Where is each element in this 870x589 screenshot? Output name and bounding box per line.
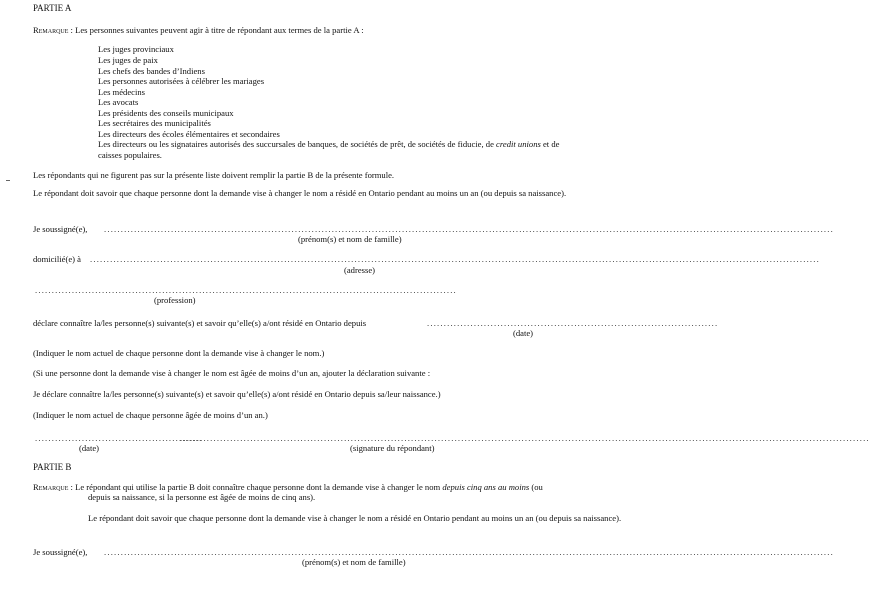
address-field[interactable]: .......................................................................................................................................................................................................................... — [90, 254, 820, 264]
partie-a-title: PARTIE A — [33, 3, 72, 13]
si-une-personne: (Si une personne dont la demande vise à changer le nom est âgée de moins d’un an, ajouter la déclaration suivante : — [33, 368, 431, 378]
list-item-last: Les directeurs ou les signataires autorisés des succursales de banques, de sociétés de prêt, de sociétés de fiducie, de credit unions et de — [98, 139, 560, 149]
signature-field[interactable]: .............................................................................................................................................................................................................. — [180, 433, 870, 443]
soussigne-label-b: Je soussigné(e), — [33, 547, 88, 557]
list-item: Les présidents des conseils municipaux — [98, 108, 234, 118]
name-caption: (prénom(s) et nom de famille) — [298, 234, 402, 244]
indiquer-nom-1: (Indiquer le nom actuel de chaque personne dont la demande vise à changer le nom.) — [33, 348, 325, 358]
date-caption: (date) — [513, 328, 534, 338]
partie-b-remarque-line2: depuis sa naissance, si la personne est âgée de moins de cinq ans). — [88, 492, 316, 502]
declare-text: déclare connaître la/les personne(s) suivante(s) et savoir qu’elle(s) a/ont résidé en Ontario depuis — [33, 318, 367, 328]
name-field-b[interactable]: .......................................................................................................................................................................................................................... — [104, 547, 834, 557]
profession-field[interactable]: .............................................................................................................................. — [35, 285, 457, 295]
list-item: Les chefs des bandes d’Indiens — [98, 66, 205, 76]
remarque-label: Remarque — [33, 25, 69, 35]
remarque-text: : Les personnes suivantes peuvent agir à titre de répondant aux termes de la partie A : — [68, 25, 364, 35]
date-field-2[interactable]: .................................................. — [35, 433, 203, 443]
list-item: Les directeurs des écoles élémentaires et secondaires — [98, 129, 280, 139]
list-item: Les secrétaires des municipalités — [98, 118, 211, 128]
indiquer-nom-2: (Indiquer le nom actuel de chaque personne âgée de moins d’un an.) — [33, 410, 268, 420]
partie-b-paragraph: Le répondant doit savoir que chaque personne dont la demande vise à changer le nom a résidé en Ontario pendant au moins un an (ou depuis sa naissance). — [88, 513, 622, 523]
remarque-label-b: Remarque — [33, 482, 69, 492]
margin-mark — [6, 180, 10, 181]
list-item-last-line2: caisses populaires. — [98, 150, 162, 160]
je-declare: Je déclare connaître la/les personne(s) suivante(s) et savoir qu’elle(s) a/ont résidé en Ontario depuis sa/leur naissance.) — [33, 389, 441, 399]
paragraph-residence: Le répondant doit savoir que chaque personne dont la demande vise à changer le nom a résidé en Ontario pendant au moins un an (ou depuis sa naissance). — [33, 188, 567, 198]
partie-a-remarque — [33, 25, 364, 35]
date-field[interactable]: ....................................................................................... — [427, 318, 719, 328]
partie-b-title: PARTIE B — [33, 462, 72, 472]
address-caption: (adresse) — [344, 265, 376, 275]
signature-caption: (signature du répondant) — [350, 443, 435, 453]
partie-b-remarque: Remarque : Le répondant qui utilise la partie B doit connaître chaque personne dont la demande vise à changer le nom depuis cinq ans au moins (ou — [33, 482, 543, 492]
list-item: Les juges de paix — [98, 55, 158, 65]
paragraph-non-listed: Les répondants qui ne figurent pas sur la présente liste doivent remplir la partie B de la présente formule. — [33, 170, 395, 180]
name-field[interactable]: .......................................................................................................................................................................................................................... — [104, 224, 834, 234]
list-item: Les juges provinciaux — [98, 44, 174, 54]
list-item: Les personnes autorisées à célébrer les mariages — [98, 76, 265, 86]
soussigne-label: Je soussigné(e), — [33, 224, 88, 234]
profession-caption: (profession) — [154, 295, 196, 305]
list-item: Les avocats — [98, 97, 139, 107]
date-caption-2: (date) — [79, 443, 100, 453]
name-caption-b: (prénom(s) et nom de famille) — [302, 557, 406, 567]
domicilie-label: domicilié(e) à — [33, 254, 81, 264]
list-item: Les médecins — [98, 87, 146, 97]
